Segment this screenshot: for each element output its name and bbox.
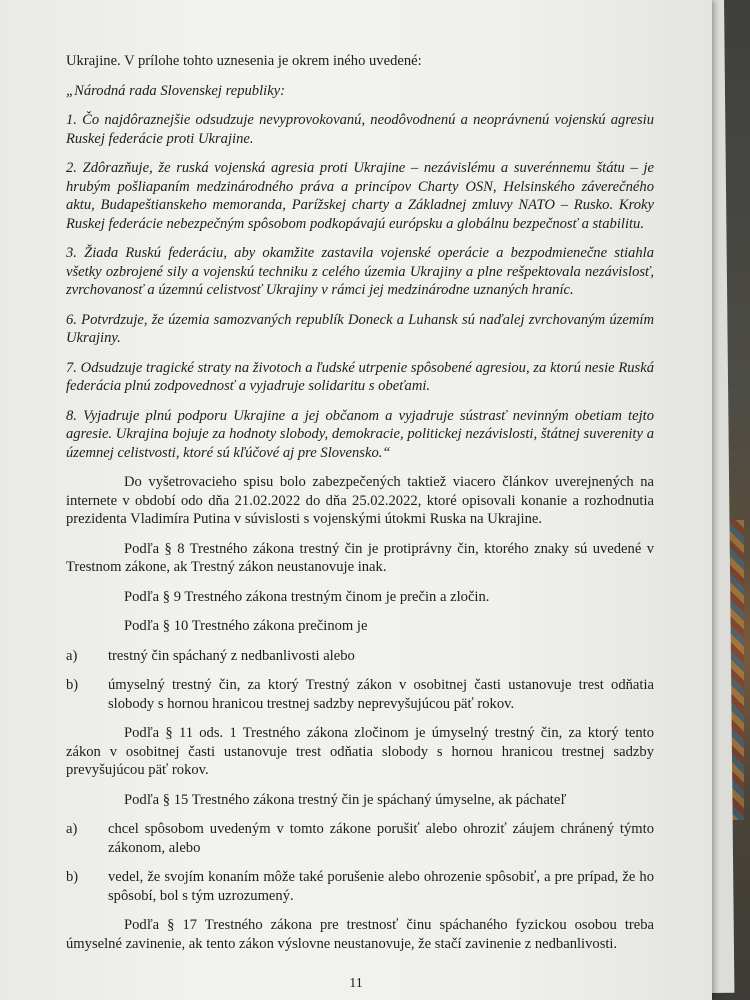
resolution-item: 1. Čo najdôraznejšie odsudzuje nevyprovokovanú, neodôvodnenú a neoprávnenú vojenskú agresiu Ruskej federácie proti Ukrajine.	[66, 112, 654, 147]
paragraph-section-11: Podľa § 11 ods. 1 Trestného zákona zločinom je úmyselný trestný čin, za ktorý tento zákon v osobitnej časti ustanovuje trest odňatia slobody s hornou hranicou trestnej sadzby prevyšujúcou päť rokov.	[66, 725, 654, 778]
paragraph-articles: Do vyšetrovacieho spisu bolo zabezpečených taktiež viacero článkov uverejnených na internete v období odo dňa 21.02.2022 do dňa 25.02.2022, ktoré opisovali konanie a rozhodnutia prezidenta Vladimíra Putina v súvislosti s vojenskými útokmi Ruska na Ukrajine.	[66, 474, 654, 527]
page-number: 11	[349, 976, 363, 991]
list-text: vedel, že svojím konaním môže také porušenie alebo ohrozenie spôsobiť, a pre prípad, že ho spôsobí, bol s tým uzrozumený.	[108, 869, 654, 904]
paragraph-section-8: Podľa § 8 Trestného zákona trestný čin je protiprávny čin, ktorého znaky sú uvedené v Trestnom zákone, ak Trestný zákon neustanovuje inak.	[66, 540, 654, 575]
list-item	[66, 868, 654, 905]
resolution-item: 6. Potvrdzuje, že územia samozvaných republík Doneck a Luhansk sú naďalej zvrchovaným územím Ukrajiny.	[66, 311, 654, 346]
paragraph-section-15: Podľa § 15 Trestného zákona trestný čin je spáchaný úmyselne, ak páchateľ	[124, 791, 567, 808]
list-text: úmyselný trestný čin, za ktorý Trestný zákon v osobitnej časti ustanovuje trest odňatia slobody s hornou hranicou trestnej sadzby neprevyšujúcou päť rokov.	[108, 677, 654, 712]
paragraph-section-17: Podľa § 17 Trestného zákona pre trestnosť činu spáchaného fyzickou osobou treba úmyselné zavinenie, ak tento zákon výslovne neustanovuje, že stačí zavinenie z nedbanlivosti.	[66, 917, 654, 952]
resolution-item: 2. Zdôrazňuje, že ruská vojenská agresia proti Ukrajine – nezávislému a suverénnemu štátu – je hrubým pošliapaním medzinárodného práva a princípov Charty OSN, Helsinského záverečného aktu, Budapeštianskeho memoranda, Parížskej charty a Základnej zmluvy NATO – Rusko. Kroky Ruskej federácie nebezpečným spôsobom podkopávajú európsku a globálnu bezpečnosť a stabilitu.	[66, 160, 654, 232]
paragraph-section-9: Podľa § 9 Trestného zákona trestným činom je prečin a zločin.	[124, 588, 490, 605]
list-letter: a)	[66, 821, 78, 837]
resolution-header: „Národná rada Slovenskej republiky:	[66, 82, 286, 99]
paragraph-section-10: Podľa § 10 Trestného zákona prečinom je	[124, 618, 368, 634]
list-item	[66, 647, 654, 666]
list-text: trestný čin spáchaný z nedbanlivosti alebo	[108, 647, 355, 664]
resolution-item: 8. Vyjadruje plnú podporu Ukrajine a jej občanom a vyjadruje sústrasť nevinným obetiam tejto agresie. Ukrajina bojuje za hodnoty slobody, demokracie, politickej nezávislosti, štátnej suverenity a územnej celistvosti, ktoré sú kľúčové aj pre Slovensko.“	[66, 407, 654, 461]
resolution-item: 3. Žiada Ruskú federáciu, aby okamžite zastavila vojenské operácie a bezpodmienečne stiahla všetky ozbrojené sily a vojenskú techniku z celého územia Ukrajiny a plne rešpektovala nezávislosť, zvrchovanosť a územnú celistvosť Ukrajiny v rámci jej medzinárodne uznaných hraníc.	[66, 245, 654, 298]
list-letter: a)	[66, 647, 78, 664]
page-content	[66, 52, 654, 964]
intro-line: Ukrajine. V prílohe tohto uznesenia je okrem iného uvedené:	[66, 53, 422, 69]
list-text: chcel spôsobom uvedeným v tomto zákone porušiť alebo ohroziť záujem chránený týmto zákonom, alebo	[108, 821, 654, 856]
list-item	[66, 820, 654, 857]
list-item	[66, 676, 654, 713]
list-letter: b)	[66, 869, 79, 885]
resolution-item: 7. Odsudzuje tragické straty na životoch a ľudské utrpenie spôsobené agresiou, za ktorú nesie Ruská federácia plnú zodpovednosť a vyjadruje solidaritu s obeťami.	[66, 359, 654, 394]
list-letter: b)	[66, 677, 79, 693]
